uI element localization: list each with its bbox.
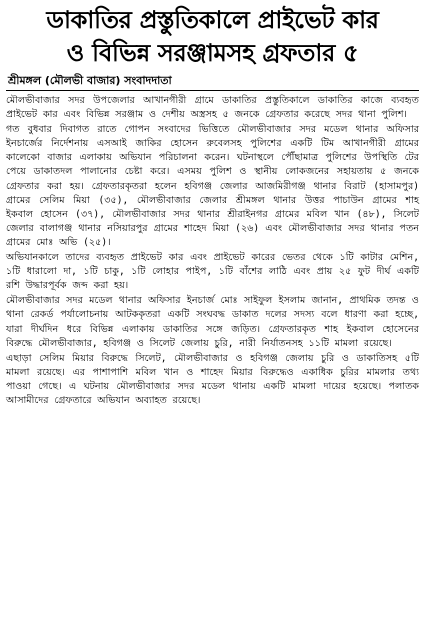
headline (6, 4, 419, 70)
paragraph-3: অভিযানকালে তাদের ব্যবহৃত প্রাইভেট কার এবং প্রাইভেট কারের ভেতর থেকে ১টি কাটার মেশিন, ১টি ধারালো দা, ১টি চাকু, ১টি লোহার পাইপ, ১টি বাঁশের লাঠি এবং প্রায় ২৫ ফুট দীর্ঘ একটি রশি উদ্ধারপূর্বক জব্দ করা হয়। (6, 252, 419, 292)
divider (6, 90, 419, 91)
byline: শ্রীমঙ্গল (মৌলভী বাজার) সংবাদদাতা (8, 74, 172, 87)
paragraph-5: এছাড়া সেলিম মিয়ার বিরুদ্ধে সিলেট, মৌলভীবাজার ও হবিগঞ্জ জেলায় চুরি ও ডাকাতিসহ ৫টি মামলা রয়েছে। এর পাশাপাশি মবিল খান ও শাহেদ মিয়ার বিরুদ্ধেও একাধিক চুরির মামলার তথ্য পাওয়া গেছে। এ ঘটনায় মৌলভীবাজার সদর মডেল থানায় একটি মামলা দায়ের হয়েছে। পলাতক আসামীদের গ্রেফতারে অভিযান অব্যাহত রয়েছে। (6, 352, 419, 406)
paragraph-4: মৌলভীবাজার সদর মডেল থানার অফিসার ইনচার্জ মোঃ সাইফুল ইসলাম জানান, প্রাথমিক তদন্ত ও থানা রেকর্ড পর্যালোচনায় আটককৃতরা একটি সংঘবদ্ধ ডাকাত দলের সদস্য বলে ধারণা করা হচ্ছে, যারা দীর্ঘদিন ধরে বিভিন্ন এলাকায় ডাকাতির সঙ্গে জড়িত। গ্রেফতারকৃত শাহ ইকবাল হোসেনের বিরুদ্ধে মৌলভীবাজার, হবিগঞ্জ ও সিলেট জেলায় চুরি, নারী নির্যাতনসহ ১১টি মামলা রয়েছে। (6, 295, 419, 349)
article-body (6, 94, 419, 408)
headline-line-1: ডাকাতির প্রস্তুতিকালে প্রাইভেট কার (46, 6, 379, 34)
paragraph-1: মৌলভীবাজার সদর উপজেলার আখানগীরী গ্রামে ডাকাতির প্রস্তুতিকালে ডাকাতির কাজে ব্যবহৃত প্রাইভেট কার এবং বিভিন্ন সরঞ্জাম ও দেশীয় অস্ত্রসহ ৫ জনকে গ্রেফতার করেছে সদর থানা পুলিশ। (6, 95, 419, 121)
paragraph-2: গত বুধবার দিবাগত রাতে গোপন সংবাদের ভিত্তিতে মৌলভীবাজার সদর মডেল থানার অফিসার ইনচার্জের নির্দেশনায় এসআই জাকির হোসেন রুবেলসহ পুলিশের একটি টিম আখানগীরী গ্রামের কালেকো বাজার এলাকায় অভিযান পরিচালনা করেন। ঘটনাস্থলে পৌঁছামাত্র পুলিশের উপস্থিতি টের পেয়ে ডাকাতদল পালানোর চেষ্টা করে। এসময় পুলিশ ও স্থানীয় লোকজনের সহায়তায় ৫ জনকে গ্রেফতার করা হয়। গ্রেফতারকৃতরা হলেন হবিগঞ্জ জেলার আজমিরীগঞ্জ থানার বিরাট (হাসামপুর) গ্রামের সেলিম মিয়া (৩৫), মৌলভীবাজার জেলার শ্রীমঙ্গল থানার উত্তর পাচাউন গ্রামের শাহ ইকবাল হোসেন (৩৭), মৌলভীবাজার সদর থানার শ্রীরাইনগর গ্রামের মবিল খান (৪৮), সিলেট জেলার বালাগঞ্জ থানার নসিয়ারপুর গ্রামের শাহেদ মিয়া (২৬) এবং মৌলভীবাজার সদর থানার পতন গ্রামের মোঃ অভি (২৫)। (6, 124, 419, 248)
headline-line-2: ও বিভিন্ন সরঞ্জামসহ গ্রফতার ৫ (66, 39, 359, 67)
